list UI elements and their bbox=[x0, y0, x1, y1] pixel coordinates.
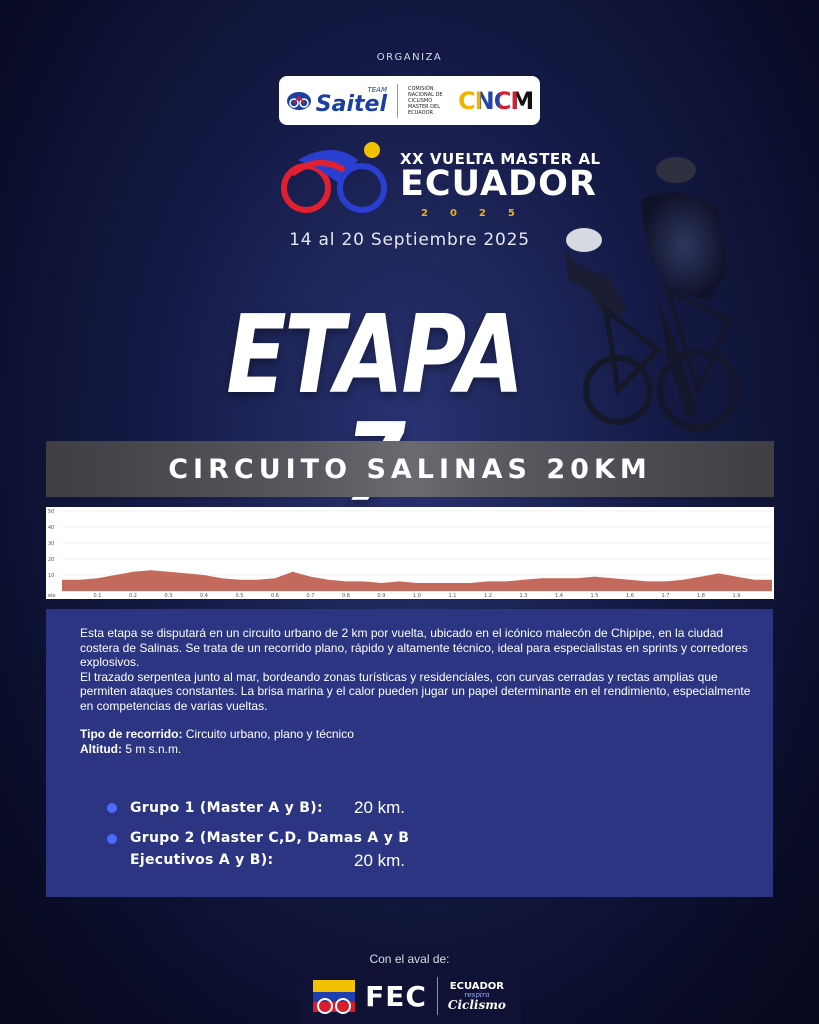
ecuador-label: ECUADOR bbox=[449, 980, 505, 992]
cyclists-photo bbox=[548, 150, 748, 445]
route-type-label: Tipo de recorrido: bbox=[80, 727, 183, 741]
y-tick-label: 50 bbox=[48, 509, 55, 515]
endorsement-label: Con el aval de: bbox=[369, 952, 450, 966]
x-tick-label: 0.5 bbox=[235, 593, 244, 599]
x-tick-label: 1.4 bbox=[555, 593, 563, 599]
x-tick-label: 0.9 bbox=[377, 593, 386, 599]
fec-label: FEC bbox=[365, 979, 427, 1013]
group-2-bullet bbox=[107, 834, 117, 844]
group-1-name: Grupo 1 (Master A y B): bbox=[130, 800, 323, 816]
x-tick-label: 1.5 bbox=[590, 593, 599, 599]
description-paragraph-1: Esta etapa se disputará en un circuito urbano de 2 km por vuelta, ubicado en el icónico malecón de Chipipe, en la ciudad costera de Salinas. Se trata de un recorrido plano, rápido y altamente técnico, ideal para especialistas en sprints y corredores explosivos. bbox=[80, 626, 748, 670]
y-tick-label: 20 bbox=[48, 557, 55, 563]
saitel-emblem-icon bbox=[286, 91, 312, 111]
group-1-distance: 20 km. bbox=[354, 798, 406, 817]
stage-meta bbox=[80, 727, 354, 757]
elevation-chart bbox=[46, 507, 774, 599]
x-tick-label: 0.6 bbox=[271, 593, 279, 599]
group-2-name-line1: Grupo 2 (Master C,D, Damas A y B bbox=[130, 830, 410, 846]
respira-label: respira bbox=[464, 990, 490, 999]
elevation-profile bbox=[46, 507, 774, 599]
fec-divider bbox=[437, 977, 438, 1015]
y-tick-label: 40 bbox=[48, 525, 55, 531]
route-title: CIRCUITO SALINAS 20KM bbox=[168, 453, 652, 485]
fec-logo-panel bbox=[298, 968, 521, 1024]
event-line1: XX VUELTA MASTER AL bbox=[400, 150, 601, 168]
cncm-caption: COMISIÓN NACIONAL DE CICLISMO MASTER DEL ECUADOR bbox=[408, 85, 443, 116]
x-tick-label: 0.1 bbox=[93, 593, 102, 599]
saitel-label: Saitel bbox=[315, 91, 387, 117]
elevation-area bbox=[62, 570, 772, 591]
altitude-row bbox=[80, 742, 354, 757]
x-tick-label: 0.2 bbox=[129, 593, 137, 599]
cncm-label: CNCM bbox=[458, 86, 534, 115]
x-tick-label: 1.9 bbox=[732, 593, 741, 599]
event-dates: 14 al 20 Septiembre 2025 bbox=[289, 230, 530, 250]
corner-axis-label: ele bbox=[48, 593, 56, 599]
saitel-logo bbox=[286, 86, 387, 116]
event-line2: ECUADOR bbox=[400, 164, 597, 204]
route-type-row bbox=[80, 727, 354, 742]
x-tick-label: 1.2 bbox=[484, 593, 492, 599]
altitude-value: 5 m s.n.m. bbox=[121, 741, 182, 756]
organizer-logos bbox=[279, 76, 540, 125]
y-tick-label: 30 bbox=[48, 541, 55, 547]
team-label: TEAM bbox=[367, 85, 387, 94]
x-tick-label: 1.7 bbox=[661, 593, 670, 599]
altitude-label: Altitud: bbox=[80, 741, 122, 756]
route-banner bbox=[46, 441, 774, 497]
x-tick-label: 0.3 bbox=[164, 593, 173, 599]
organiza-label: ORGANIZA bbox=[376, 52, 443, 63]
stage-title: ETAPA bbox=[226, 293, 522, 418]
event-year: 2025 bbox=[421, 208, 537, 219]
x-tick-label: 0.7 bbox=[306, 593, 315, 599]
logo-divider bbox=[397, 84, 398, 118]
x-tick-label: 1.1 bbox=[448, 593, 457, 599]
x-tick-label: 0.4 bbox=[200, 593, 208, 599]
route-type-value: Circuito urbano, plano y técnico bbox=[182, 727, 354, 741]
ciclismo-label: Ciclismo bbox=[447, 997, 506, 1012]
vuelta-cyclist-emblem-icon bbox=[278, 140, 390, 216]
y-tick-label: 10 bbox=[48, 573, 55, 579]
x-tick-label: 1.3 bbox=[519, 593, 528, 599]
description-paragraph-2: El trazado serpentea junto al mar, bordeando zonas turísticas y residenciales, con curvas cerradas y rectas amplias que permiten ataques constantes. La brisa marina y el calor pueden jugar un papel determinante en el rendimiento, especialmente en competencias de varias vueltas. bbox=[80, 669, 751, 713]
group-1-bullet bbox=[107, 803, 117, 813]
group-2-name-line2: Ejecutivos A y B): bbox=[130, 852, 274, 868]
ecuador-respira-ciclismo-logo bbox=[448, 982, 506, 1011]
x-tick-label: 1.8 bbox=[697, 593, 705, 599]
fec-cyclist-icon bbox=[313, 976, 355, 1016]
x-tick-label: 1.6 bbox=[626, 593, 634, 599]
cncm-logo bbox=[408, 86, 533, 116]
x-tick-label: 0.8 bbox=[342, 593, 350, 599]
group-2-distance: 20 km. bbox=[354, 851, 406, 870]
x-tick-label: 1.0 bbox=[413, 593, 421, 599]
stage-description bbox=[80, 626, 760, 714]
